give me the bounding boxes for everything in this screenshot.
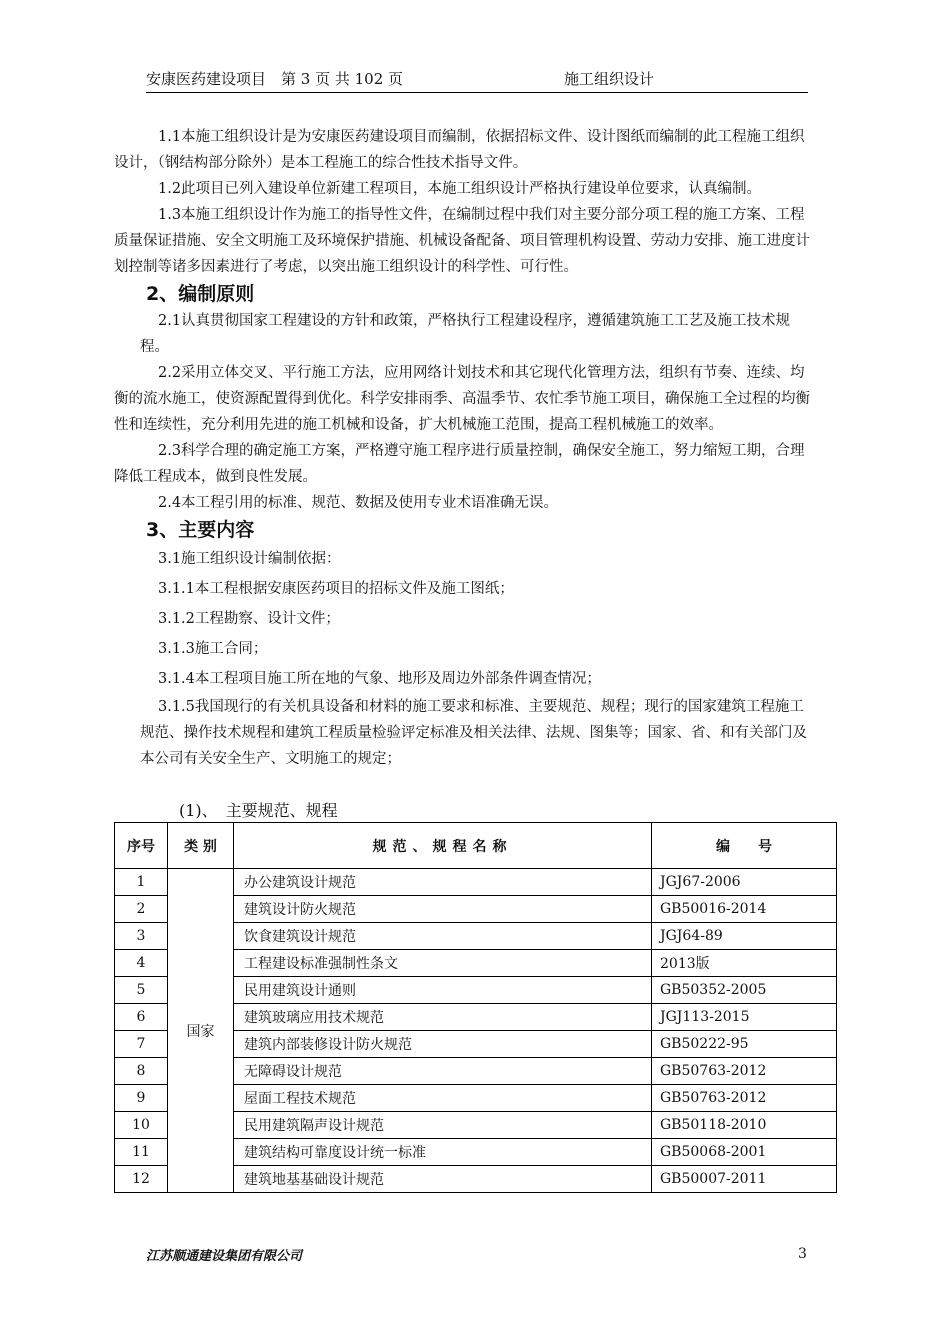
section-2-heading: 2、编制原则 xyxy=(146,283,255,305)
regulation-code: JGJ67-2006 xyxy=(652,869,837,896)
regulation-name: 建筑结构可靠度设计统一标准 xyxy=(234,1139,652,1166)
section-3-heading: 3、主要内容 xyxy=(146,519,255,541)
regulation-code: JGJ113-2015 xyxy=(652,1004,837,1031)
regulation-name: 民用建筑设计通则 xyxy=(234,977,652,1004)
table-body xyxy=(115,869,837,1193)
list-item: 3.1施工组织设计编制依据： xyxy=(158,551,341,567)
row-category: 国家 xyxy=(168,869,234,1193)
regulation-code: 2013版 xyxy=(652,950,837,977)
list-item: 3.1.1本工程根据安康医药项目的招标文件及施工图纸； xyxy=(158,581,514,597)
row-number: 7 xyxy=(115,1031,168,1058)
header-no: 序号 xyxy=(115,823,168,869)
regulation-name: 饮食建筑设计规范 xyxy=(234,923,652,950)
paragraph-1-2: 1.2此项目已列入建设单位新建工程项目，本施工组织设计严格执行建设单位要求，认真编制。 xyxy=(158,181,762,197)
list-item: 3.1.2工程勘察、设计文件； xyxy=(158,611,340,627)
regulation-name: 建筑设计防火规范 xyxy=(234,896,652,923)
regulation-name: 民用建筑隔声设计规范 xyxy=(234,1112,652,1139)
row-number: 11 xyxy=(115,1139,168,1166)
table-caption: (1)、 主要规范、规程 xyxy=(179,801,338,820)
regulation-code: GB50763-2012 xyxy=(652,1085,837,1112)
regulation-code: GB50352-2005 xyxy=(652,977,837,1004)
row-number: 3 xyxy=(115,923,168,950)
header-code: 编 号 xyxy=(652,823,837,869)
row-number: 5 xyxy=(115,977,168,1004)
footer-company: 江苏顺通建设集团有限公司 xyxy=(146,1249,303,1264)
header-category: 类 别 xyxy=(168,823,234,869)
row-number: 12 xyxy=(115,1166,168,1193)
paragraph-2-1: 2.1认真贯彻国家工程建设的方针和政策，严格执行工程建设程序，遵循建筑施工工艺及施工技术规程。 xyxy=(140,313,791,355)
regulation-name: 无障碍设计规范 xyxy=(234,1058,652,1085)
page-header xyxy=(146,66,808,93)
paragraph-2-2: 2.2采用立体交叉、平行施工方法，应用网络计划技术和其它现代化管理方法，组织有节奏、连续、均衡的流水施工，使资源配置得到优化。科学安排雨季、高温季节、农忙季节施工项目，确保施工全过程的均衡性和连续性，充分利用先进的施工机械和设备，扩大机械施工范围，提高工程机械施工的效率。 xyxy=(114,365,810,433)
regulation-code: GB50118-2010 xyxy=(652,1112,837,1139)
regulation-code: GB50222-95 xyxy=(652,1031,837,1058)
regulation-name: 工程建设标准强制性条文 xyxy=(234,950,652,977)
regulation-name: 建筑内部装修设计防火规范 xyxy=(234,1031,652,1058)
regulation-name: 建筑地基基础设计规范 xyxy=(234,1166,652,1193)
header-doc-title: 施工组织设计 xyxy=(564,70,655,88)
row-number: 9 xyxy=(115,1085,168,1112)
row-number: 2 xyxy=(115,896,168,923)
document-body xyxy=(114,124,814,772)
footer-page-number: 3 xyxy=(798,1246,807,1262)
row-number: 6 xyxy=(115,1004,168,1031)
regulation-name: 建筑玻璃应用技术规范 xyxy=(234,1004,652,1031)
row-number: 8 xyxy=(115,1058,168,1085)
header-name xyxy=(234,823,652,869)
regulation-code: GB50007-2011 xyxy=(652,1166,837,1193)
paragraph-1-1: 1.1本施工组织设计是为安康医药建设项目而编制，依据招标文件、设计图纸而编制的此工程施工组织设计，（钢结构部分除外）是本工程施工的综合性技术指导文件。 xyxy=(114,129,805,171)
table-row xyxy=(115,869,837,896)
list-item: 3.1.3施工合同； xyxy=(158,641,268,657)
regulations-table xyxy=(114,822,837,1193)
row-number: 1 xyxy=(115,869,168,896)
list-item: 3.1.4本工程项目施工所在地的气象、地形及周边外部条件调查情况； xyxy=(158,671,601,687)
regulation-name: 屋面工程技术规范 xyxy=(234,1085,652,1112)
table-header-row xyxy=(115,823,837,869)
regulation-name: 办公建筑设计规范 xyxy=(234,869,652,896)
regulation-code: GB50016-2014 xyxy=(652,896,837,923)
paragraph-3-1-5: 3.1.5我国现行的有关机具设备和材料的施工要求和标准、主要规范、规程；现行的国家建筑工程施工规范、操作技术规程和建筑工程质量检验评定标准及相关法律、法规、图集等；国家、省、和有关部门及本公司有关安全生产、文明施工的规定； xyxy=(140,699,807,767)
row-number: 4 xyxy=(115,950,168,977)
paragraph-1-3: 1.3本施工组织设计作为施工的指导性文件，在编制过程中我们对主要分部分项工程的施工方案、工程质量保证措施、安全文明施工及环境保护措施、机械设备配备、项目管理机构设置、劳动力安排、施工进度计划控制等诸多因素进行了考虑，以突出施工组织设计的科学性、可行性。 xyxy=(114,207,810,275)
row-number: 10 xyxy=(115,1112,168,1139)
regulation-code: JGJ64-89 xyxy=(652,923,837,950)
paragraph-2-4: 2.4本工程引用的标准、规范、数据及使用专业术语准确无误。 xyxy=(158,495,559,511)
header-name-label: 规范、规程名称 xyxy=(372,838,513,855)
regulation-code: GB50068-2001 xyxy=(652,1139,837,1166)
paragraph-2-3: 2.3科学合理的确定施工方案，严格遵守施工程序进行质量控制，确保安全施工，努力缩短工期，合理降低工程成本，做到良性发展。 xyxy=(114,443,805,485)
header-doc-info: 安康医药建设项目 第 3 页 共 102 页 xyxy=(146,70,404,88)
regulation-code: GB50763-2012 xyxy=(652,1058,837,1085)
